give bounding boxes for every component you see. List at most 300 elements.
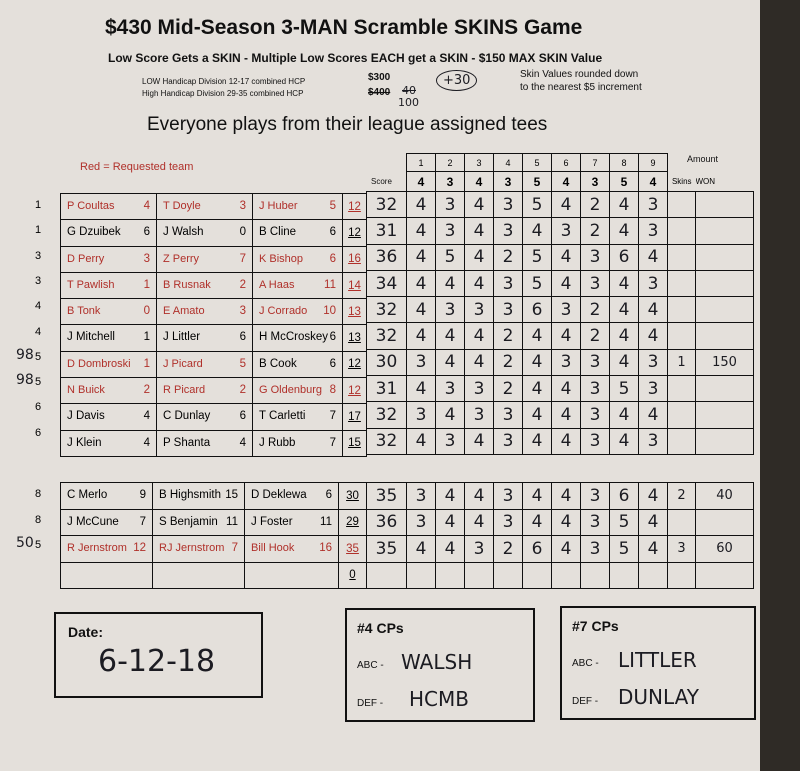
hole-score: 4 — [407, 536, 436, 563]
hole-score: 3 — [494, 428, 523, 454]
player-name: D Deklewa — [251, 489, 307, 501]
team-row — [61, 299, 367, 325]
player-handicap: 6 — [239, 331, 246, 344]
skins-header-cell — [668, 172, 696, 192]
player-handicap: 5 — [239, 357, 246, 370]
player-name: J Davis — [67, 410, 105, 423]
hole-score: 6 — [610, 483, 639, 510]
player-cell — [61, 272, 157, 298]
team-row — [61, 272, 367, 298]
hole-score: 4 — [523, 483, 552, 510]
hole-score: 5 — [610, 376, 639, 402]
par-value: 4 — [552, 172, 581, 192]
player-handicap: 15 — [225, 489, 238, 501]
skins-count — [668, 562, 696, 589]
hole-score: 6 — [523, 536, 552, 563]
player-handicap: 0 — [143, 305, 150, 318]
score-row — [367, 270, 754, 296]
blank-cell — [367, 172, 407, 192]
hole-score: 4 — [407, 270, 436, 296]
team-total: 31 — [367, 218, 407, 244]
hole-score: 3 — [639, 218, 668, 244]
player-cell — [153, 562, 245, 589]
tee-number: 5 — [34, 539, 42, 551]
skins-count — [668, 402, 696, 428]
player-handicap: 3 — [143, 252, 150, 265]
hole-score: 3 — [639, 349, 668, 375]
amount-won — [696, 402, 754, 428]
team-total: 32 — [367, 297, 407, 323]
skins-header: Skins — [671, 176, 692, 186]
team-total: 32 — [367, 323, 407, 349]
player-cell — [61, 404, 157, 430]
player-name: J Rubb — [259, 436, 296, 449]
hole-score: 3 — [465, 297, 494, 323]
hole-score: 4 — [639, 244, 668, 270]
hole-score: 4 — [610, 192, 639, 218]
hole-score: 3 — [494, 483, 523, 510]
hole-score: 3 — [465, 402, 494, 428]
hole-score: 4 — [436, 483, 465, 510]
score-row — [367, 349, 754, 375]
cp7-def-value: DUNLAY — [618, 685, 699, 709]
hole-number: 6 — [552, 154, 581, 172]
hole-score: 4 — [639, 402, 668, 428]
tee-number: 8 — [34, 488, 42, 500]
hole-score: 3 — [465, 536, 494, 563]
player-handicap: 0 — [239, 226, 246, 239]
player-name: J McCune — [67, 515, 119, 528]
player-handicap: 6 — [143, 226, 150, 239]
hole-score: 6 — [523, 297, 552, 323]
team-total: 32 — [367, 428, 407, 454]
hole-score: 4 — [407, 428, 436, 454]
hole-score: 3 — [581, 244, 610, 270]
amount-won — [696, 244, 754, 270]
player-name: T Doyle — [163, 200, 201, 212]
player-cell — [253, 194, 343, 220]
won-header-cell — [696, 172, 754, 192]
hole-score: 4 — [552, 536, 581, 563]
cp7-abc-label: ABC - — [572, 658, 599, 669]
team-hcp: 14 — [343, 272, 367, 298]
amount-won — [696, 297, 754, 323]
player-handicap: 5 — [329, 200, 336, 212]
player-handicap: 4 — [143, 436, 150, 449]
hole-score: 3 — [494, 402, 523, 428]
score-row — [367, 428, 754, 454]
player-cell — [253, 220, 343, 246]
hole-score: 3 — [407, 483, 436, 510]
tee-number: 3 — [34, 274, 42, 287]
player-name: H McCroskey — [259, 331, 329, 344]
player-cell — [153, 483, 245, 510]
tee-number: 8 — [34, 513, 42, 526]
team-total: 35 — [367, 483, 407, 510]
player-name: B Rusnak — [163, 278, 211, 291]
player-cell — [61, 430, 157, 456]
team-hcp: 13 — [343, 299, 367, 325]
hole-score: 4 — [465, 509, 494, 536]
par-value: 3 — [494, 172, 523, 192]
high-note-new: 100 — [398, 96, 419, 109]
hole-score — [465, 562, 494, 589]
player-name: B Cook — [259, 357, 297, 370]
hole-score: 4 — [436, 536, 465, 563]
hole-score: 4 — [465, 483, 494, 510]
player-cell — [245, 483, 339, 510]
hole-score — [523, 562, 552, 589]
hole-score: 4 — [610, 402, 639, 428]
cp7-title: #7 CPs — [572, 618, 619, 634]
hole-number-row — [367, 154, 754, 172]
player-cell — [157, 430, 253, 456]
player-handicap: 6 — [239, 410, 246, 423]
player-handicap: 1 — [143, 331, 150, 344]
hole-score: 3 — [581, 428, 610, 454]
score-row — [367, 509, 754, 536]
hole-score: 3 — [581, 509, 610, 536]
player-cell — [245, 562, 339, 589]
hole-score: 3 — [639, 192, 668, 218]
player-name: J Huber — [259, 200, 298, 212]
hole-score: 4 — [436, 402, 465, 428]
hole-score — [494, 562, 523, 589]
player-cell — [253, 351, 343, 377]
skins-count: 2 — [668, 483, 696, 510]
player-handicap: 11 — [324, 278, 336, 291]
hole-score: 4 — [407, 192, 436, 218]
hole-score: 3 — [494, 270, 523, 296]
player-name: G Dzuibek — [67, 226, 121, 239]
player-cell — [253, 246, 343, 272]
date-box — [54, 612, 263, 698]
hole-score: 4 — [465, 270, 494, 296]
hole-score: 4 — [523, 323, 552, 349]
par-value: 4 — [407, 172, 436, 192]
margin-mark: 98 — [16, 372, 34, 389]
hole-score: 3 — [552, 297, 581, 323]
hole-score: 4 — [610, 323, 639, 349]
skins-count — [668, 270, 696, 296]
hole-score: 3 — [407, 349, 436, 375]
high-division-label: High Handicap Division 29-35 combined HCP — [142, 89, 304, 98]
player-cell — [253, 299, 343, 325]
tee-number: 6 — [34, 426, 42, 439]
hole-score: 2 — [494, 536, 523, 563]
player-cell — [157, 194, 253, 220]
team-row — [61, 351, 367, 377]
desk-background — [760, 0, 800, 771]
team-row — [61, 194, 367, 220]
hole-score — [407, 562, 436, 589]
player-handicap: 4 — [143, 200, 150, 212]
team-hcp: 0 — [339, 562, 367, 589]
team-row — [61, 220, 367, 246]
tee-number: 1 — [34, 199, 42, 211]
high-division-value: $400 — [368, 87, 391, 98]
player-cell — [253, 378, 343, 404]
low-division-value: $300 — [368, 72, 391, 83]
hole-score: 2 — [581, 192, 610, 218]
hole-score: 4 — [552, 270, 581, 296]
blank-cell — [696, 154, 754, 172]
amount-won — [696, 218, 754, 244]
hole-score: 3 — [436, 428, 465, 454]
score-row — [367, 297, 754, 323]
score-row — [367, 483, 754, 510]
skins-count — [668, 376, 696, 402]
hole-score: 4 — [523, 218, 552, 244]
rounding-note-1: Skin Values rounded down — [520, 69, 639, 80]
skins-count — [668, 244, 696, 270]
player-name: J Littler — [163, 331, 201, 344]
hole-score: 4 — [610, 218, 639, 244]
tee-number: 1 — [34, 224, 42, 237]
hole-score: 4 — [523, 428, 552, 454]
player-name: K Bishop — [259, 252, 304, 265]
player-cell — [61, 325, 157, 351]
player-handicap: 7 — [329, 410, 336, 423]
hole-score: 3 — [639, 376, 668, 402]
hole-score: 4 — [552, 376, 581, 402]
hole-score: 4 — [407, 297, 436, 323]
hole-score: 4 — [465, 428, 494, 454]
amount-won — [696, 323, 754, 349]
score-row — [367, 376, 754, 402]
tee-number: 4 — [34, 325, 42, 338]
team-total: 31 — [367, 376, 407, 402]
hole-score: 3 — [494, 218, 523, 244]
hole-score: 4 — [639, 509, 668, 536]
player-cell — [61, 194, 157, 220]
score-row — [367, 323, 754, 349]
hole-score: 4 — [407, 323, 436, 349]
team-hcp: 12 — [343, 378, 367, 404]
top-scores-table — [366, 153, 754, 455]
hole-score: 2 — [494, 244, 523, 270]
hole-score: 4 — [465, 349, 494, 375]
player-cell — [157, 272, 253, 298]
tee-number: 5 — [34, 350, 42, 363]
hole-score: 5 — [436, 244, 465, 270]
hole-score: 3 — [436, 376, 465, 402]
tee-number: 3 — [34, 249, 42, 262]
amount-won — [696, 270, 754, 296]
hole-score: 4 — [610, 349, 639, 375]
player-cell — [153, 536, 245, 563]
player-name: R Picard — [163, 384, 206, 397]
hole-score: 2 — [494, 376, 523, 402]
player-handicap: 1 — [143, 278, 150, 291]
hole-score: 3 — [436, 297, 465, 323]
player-name: G Oldenburg — [259, 384, 322, 397]
player-name: J Picard — [163, 357, 203, 370]
player-cell — [245, 536, 339, 563]
hole-number: 2 — [436, 154, 465, 172]
hole-number: 9 — [639, 154, 668, 172]
player-cell — [61, 378, 157, 404]
sheet-subtitle: Low Score Gets a SKIN - Multiple Low Scores EACH get a SKIN - $150 MAX SKIN Value — [108, 51, 603, 65]
player-name: Bill Hook — [251, 542, 295, 554]
team-hcp: 12 — [343, 220, 367, 246]
team-hcp: 35 — [339, 536, 367, 563]
team-row — [61, 378, 367, 404]
player-handicap: 6 — [325, 489, 332, 501]
hole-score: 5 — [523, 192, 552, 218]
tee-number: 5 — [34, 376, 42, 389]
hole-score: 4 — [552, 509, 581, 536]
skins-count: 1 — [668, 349, 696, 375]
player-cell — [253, 430, 343, 456]
hole-score: 4 — [465, 323, 494, 349]
amount-won — [696, 428, 754, 454]
team-hcp: 13 — [343, 325, 367, 351]
team-hcp: 16 — [343, 246, 367, 272]
hole-score: 4 — [465, 192, 494, 218]
team-total: 32 — [367, 192, 407, 218]
hole-number: 4 — [494, 154, 523, 172]
score-row — [367, 562, 754, 589]
player-cell — [157, 325, 253, 351]
hole-score — [552, 562, 581, 589]
player-cell — [157, 220, 253, 246]
score-header: Score — [371, 177, 392, 186]
player-name: A Haas — [259, 278, 295, 291]
hole-score: 4 — [552, 244, 581, 270]
hole-score: 5 — [610, 536, 639, 563]
hole-score: 3 — [581, 536, 610, 563]
hole-score: 4 — [552, 323, 581, 349]
player-cell — [61, 220, 157, 246]
hole-score: 4 — [465, 218, 494, 244]
team-hcp: 30 — [339, 483, 367, 510]
player-name: B Highsmith — [159, 489, 221, 501]
hole-score: 3 — [494, 297, 523, 323]
player-handicap: 11 — [226, 515, 238, 528]
hole-score: 6 — [610, 244, 639, 270]
hole-score: 4 — [436, 323, 465, 349]
team-row — [61, 483, 367, 510]
par-value: 3 — [436, 172, 465, 192]
hole-number: 1 — [407, 154, 436, 172]
player-name: D Perry — [67, 252, 105, 265]
hole-score: 4 — [610, 297, 639, 323]
hole-number: 7 — [581, 154, 610, 172]
hole-score: 4 — [523, 349, 552, 375]
skins-count — [668, 297, 696, 323]
player-handicap: 6 — [329, 331, 336, 344]
player-name: N Buick — [67, 384, 105, 397]
hole-score — [581, 562, 610, 589]
team-hcp: 17 — [343, 404, 367, 430]
hole-score: 3 — [552, 218, 581, 244]
amount-header: Amount — [687, 154, 719, 164]
score-row — [367, 244, 754, 270]
player-handicap: 6 — [329, 226, 336, 239]
amount-won: 150 — [696, 349, 754, 375]
score-row — [367, 218, 754, 244]
skins-count — [668, 509, 696, 536]
team-row — [61, 246, 367, 272]
sheet-title: $430 Mid-Season 3-MAN Scramble SKINS Game — [105, 16, 583, 39]
tee-number: 6 — [34, 401, 42, 414]
won-header: WON — [695, 176, 716, 186]
player-name: B Tonk — [67, 305, 101, 318]
team-row — [61, 404, 367, 430]
hole-score: 3 — [639, 270, 668, 296]
player-cell — [61, 562, 153, 589]
hole-score: 3 — [581, 376, 610, 402]
player-handicap: 6 — [329, 357, 336, 370]
cp4-box — [345, 608, 535, 722]
player-handicap: 11 — [320, 515, 332, 528]
player-name: P Coultas — [67, 200, 115, 212]
team-hcp: 15 — [343, 430, 367, 456]
player-cell — [61, 351, 157, 377]
tees-line: Everyone plays from their league assigned tees — [147, 114, 548, 135]
hole-score: 3 — [407, 509, 436, 536]
hole-score: 3 — [552, 349, 581, 375]
player-name: J Mitchell — [67, 331, 115, 344]
hole-score: 4 — [552, 483, 581, 510]
hole-score: 3 — [465, 376, 494, 402]
team-hcp: 12 — [343, 194, 367, 220]
hole-score: 3 — [407, 402, 436, 428]
hole-number: 3 — [465, 154, 494, 172]
player-handicap: 8 — [329, 384, 336, 397]
score-row — [367, 536, 754, 563]
par-row — [367, 172, 754, 192]
player-name: J Klein — [67, 436, 102, 449]
hole-score: 3 — [639, 428, 668, 454]
bottom-teams-table — [60, 482, 367, 589]
par-value: 5 — [610, 172, 639, 192]
hole-score: 4 — [436, 270, 465, 296]
amount-won: 40 — [696, 483, 754, 510]
player-handicap: 12 — [133, 542, 146, 554]
hole-score: 4 — [407, 376, 436, 402]
hole-score: 2 — [494, 349, 523, 375]
date-label: Date: — [68, 624, 104, 640]
player-name: RJ Jernstrom — [159, 542, 225, 554]
hole-score: 4 — [407, 244, 436, 270]
team-total: 36 — [367, 244, 407, 270]
player-cell — [61, 509, 153, 536]
hole-score: 4 — [552, 192, 581, 218]
player-name: T Pawlish — [67, 278, 115, 291]
player-name: J Walsh — [163, 226, 204, 239]
hole-score — [610, 562, 639, 589]
hole-score: 4 — [639, 297, 668, 323]
player-handicap: 2 — [239, 384, 246, 397]
cp4-abc-value: WALSH — [401, 650, 473, 674]
team-total: 30 — [367, 349, 407, 375]
cp4-abc-label: ABC - — [357, 660, 384, 671]
skins-count — [668, 428, 696, 454]
hole-score: 4 — [610, 270, 639, 296]
hole-score: 2 — [494, 323, 523, 349]
hole-score: 4 — [523, 402, 552, 428]
hole-score: 4 — [639, 483, 668, 510]
team-row — [61, 430, 367, 456]
player-cell — [253, 272, 343, 298]
player-handicap: 2 — [239, 278, 246, 291]
hole-score: 3 — [581, 349, 610, 375]
player-handicap: 6 — [329, 252, 336, 265]
par-value: 4 — [639, 172, 668, 192]
player-name: B Cline — [259, 226, 297, 239]
